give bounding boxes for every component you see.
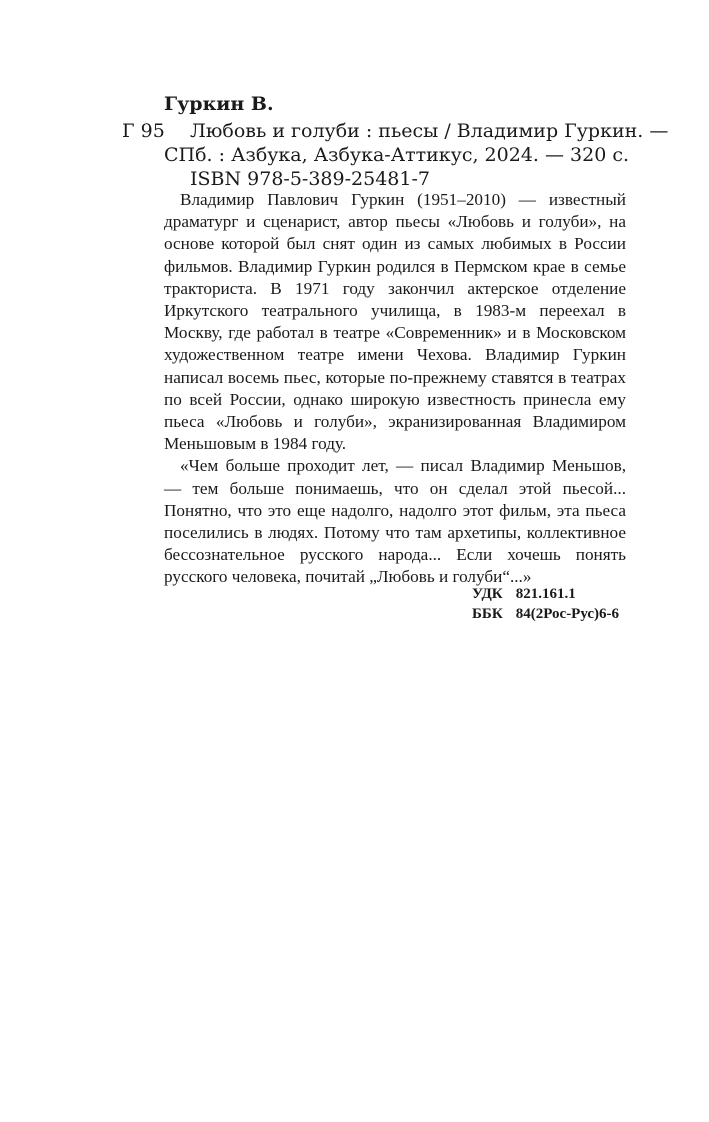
title-statement: Любовь и голуби : пьесы / Владимир Гуркин. — (190, 120, 669, 142)
udk-value: 821.161.1 (515, 586, 576, 602)
author-mark: Г 95 (122, 120, 165, 142)
annotation (164, 189, 626, 589)
author-heading: Гуркин В. (164, 93, 274, 115)
publication-statement: СПб. : Азбука, Азбука-Аттикус, 2024. — 320 с. (164, 144, 630, 166)
classification-indexes (472, 584, 619, 624)
udk-index (472, 584, 619, 604)
bibliographic-description (164, 119, 669, 191)
udk-label: УДК (472, 586, 503, 602)
annotation-paragraph-quote: «Чем больше проходит лет, — писал Владимир Меньшов, — тем больше понимаешь, что он сделал этой пьесой... Понятно, что это еще надолго, надолго этот фильм, эта пьеса поселились в людях. Потому что там архетипы, коллективное бессознательное русского народа... Если хочешь понять русского человека, почитай „Любовь и голуби“...» (164, 456, 626, 587)
bbk-label: ББК (472, 606, 503, 622)
annotation-paragraph-biography: Владимир Павлович Гуркин (1951–2010) — известный драматург и сценарист, автор пьесы «Любовь и голуби», на основе которой был снят один из самых любимых в России фильмов. Владимир Гуркин родился в Пермском крае в семье тракториста. В 1971 году закончил актерское отделение Иркутского театрального училища, в 1983-м переехал в Москву, где работал в театре «Современник» и в Московском художественном театре имени Чехова. Владимир Гуркин написал восемь пьес, которые по-прежнему ставятся в театрах по всей России, однако широкую известность принесла ему пьеса «Любовь и голуби», экранизированная Владимиром Меньшовым в 1984 году. (164, 190, 626, 454)
isbn: ISBN 978-5-389-25481-7 (190, 168, 430, 190)
bbk-value: 84(2Рос-Рус)6-6 (515, 606, 620, 622)
bbk-index (472, 604, 619, 624)
